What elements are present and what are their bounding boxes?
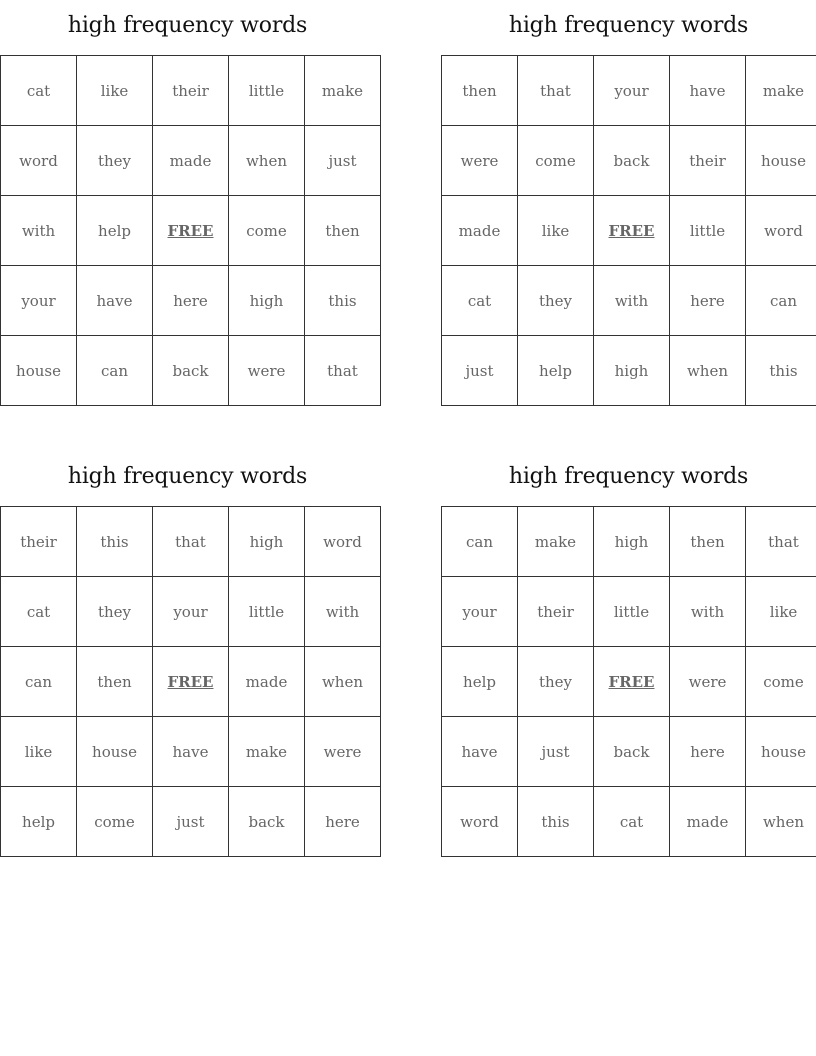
- bingo-grid: [0, 506, 381, 857]
- grid-row: [1, 787, 381, 857]
- grid-row: [1, 647, 381, 717]
- word-cell: make: [305, 56, 381, 126]
- word-cell: with: [305, 577, 381, 647]
- word-cell: high: [594, 507, 670, 577]
- free-space-cell: FREE: [153, 196, 229, 266]
- word-cell: here: [305, 787, 381, 857]
- word-cell: they: [77, 577, 153, 647]
- word-cell: little: [594, 577, 670, 647]
- grid-row: [442, 787, 816, 857]
- card-title: high frequency words: [508, 464, 749, 489]
- bingo-card-4: [441, 451, 816, 857]
- word-cell: just: [153, 787, 229, 857]
- word-cell: this: [77, 507, 153, 577]
- grid-row: [442, 507, 816, 577]
- grid-row: [442, 266, 816, 336]
- word-cell: can: [1, 647, 77, 717]
- bingo-grid: [0, 55, 381, 406]
- word-cell: like: [518, 196, 594, 266]
- word-cell: word: [305, 507, 381, 577]
- word-cell: help: [518, 336, 594, 406]
- word-cell: here: [153, 266, 229, 336]
- word-cell: their: [518, 577, 594, 647]
- word-cell: when: [229, 126, 305, 196]
- word-cell: here: [670, 266, 746, 336]
- word-cell: cat: [1, 56, 77, 126]
- word-cell: just: [305, 126, 381, 196]
- bingo-card-2: [441, 0, 816, 406]
- word-cell: your: [594, 56, 670, 126]
- word-cell: that: [518, 56, 594, 126]
- grid-row: [442, 56, 816, 126]
- word-cell: help: [77, 196, 153, 266]
- word-cell: that: [305, 336, 381, 406]
- word-cell: with: [594, 266, 670, 336]
- word-cell: with: [670, 577, 746, 647]
- grid-row: [1, 507, 381, 577]
- word-cell: with: [1, 196, 77, 266]
- word-cell: make: [229, 717, 305, 787]
- word-cell: help: [1, 787, 77, 857]
- word-cell: when: [746, 787, 816, 857]
- word-cell: word: [746, 196, 816, 266]
- bingo-card-1: [0, 0, 375, 406]
- word-cell: cat: [1, 577, 77, 647]
- word-cell: like: [746, 577, 816, 647]
- word-cell: cat: [442, 266, 518, 336]
- word-cell: come: [518, 126, 594, 196]
- word-cell: come: [77, 787, 153, 857]
- word-cell: were: [670, 647, 746, 717]
- word-cell: high: [229, 266, 305, 336]
- word-cell: that: [746, 507, 816, 577]
- word-cell: have: [670, 56, 746, 126]
- grid-row: [1, 266, 381, 336]
- word-cell: made: [442, 196, 518, 266]
- word-cell: come: [746, 647, 816, 717]
- word-cell: were: [229, 336, 305, 406]
- word-cell: then: [670, 507, 746, 577]
- card-title: high frequency words: [67, 13, 308, 38]
- word-cell: have: [77, 266, 153, 336]
- grid-row: [1, 126, 381, 196]
- word-cell: just: [442, 336, 518, 406]
- word-cell: here: [670, 717, 746, 787]
- word-cell: word: [442, 787, 518, 857]
- word-cell: back: [594, 717, 670, 787]
- word-cell: their: [153, 56, 229, 126]
- grid-row: [442, 196, 816, 266]
- word-cell: then: [305, 196, 381, 266]
- word-cell: they: [518, 266, 594, 336]
- bingo-card-3: [0, 451, 375, 857]
- word-cell: little: [670, 196, 746, 266]
- word-cell: made: [153, 126, 229, 196]
- grid-row: [442, 336, 816, 406]
- word-cell: your: [1, 266, 77, 336]
- word-cell: they: [77, 126, 153, 196]
- word-cell: high: [229, 507, 305, 577]
- word-cell: help: [442, 647, 518, 717]
- word-cell: like: [77, 56, 153, 126]
- grid-row: [1, 577, 381, 647]
- word-cell: can: [442, 507, 518, 577]
- word-cell: back: [229, 787, 305, 857]
- word-cell: can: [746, 266, 816, 336]
- word-cell: little: [229, 56, 305, 126]
- grid-row: [1, 56, 381, 126]
- word-cell: make: [746, 56, 816, 126]
- word-cell: house: [77, 717, 153, 787]
- free-space-cell: FREE: [153, 647, 229, 717]
- word-cell: made: [229, 647, 305, 717]
- word-cell: house: [746, 717, 816, 787]
- word-cell: like: [1, 717, 77, 787]
- word-cell: this: [746, 336, 816, 406]
- word-cell: when: [670, 336, 746, 406]
- free-space-cell: FREE: [594, 647, 670, 717]
- grid-row: [442, 126, 816, 196]
- word-cell: then: [442, 56, 518, 126]
- word-cell: can: [77, 336, 153, 406]
- word-cell: word: [1, 126, 77, 196]
- word-cell: have: [153, 717, 229, 787]
- word-cell: their: [670, 126, 746, 196]
- bingo-grid: [441, 506, 816, 857]
- grid-row: [442, 717, 816, 787]
- word-cell: high: [594, 336, 670, 406]
- grid-row: [1, 336, 381, 406]
- card-title: high frequency words: [67, 464, 308, 489]
- word-cell: that: [153, 507, 229, 577]
- grid-row: [1, 717, 381, 787]
- card-title: high frequency words: [508, 13, 749, 38]
- word-cell: made: [670, 787, 746, 857]
- free-space-cell: FREE: [594, 196, 670, 266]
- word-cell: when: [305, 647, 381, 717]
- word-cell: house: [1, 336, 77, 406]
- word-cell: were: [305, 717, 381, 787]
- word-cell: this: [518, 787, 594, 857]
- grid-row: [442, 647, 816, 717]
- word-cell: cat: [594, 787, 670, 857]
- word-cell: come: [229, 196, 305, 266]
- word-cell: your: [442, 577, 518, 647]
- word-cell: back: [153, 336, 229, 406]
- word-cell: make: [518, 507, 594, 577]
- word-cell: this: [305, 266, 381, 336]
- word-cell: your: [153, 577, 229, 647]
- word-cell: were: [442, 126, 518, 196]
- bingo-grid: [441, 55, 816, 406]
- word-cell: house: [746, 126, 816, 196]
- word-cell: then: [77, 647, 153, 717]
- word-cell: back: [594, 126, 670, 196]
- grid-row: [1, 196, 381, 266]
- word-cell: just: [518, 717, 594, 787]
- grid-row: [442, 577, 816, 647]
- word-cell: have: [442, 717, 518, 787]
- word-cell: little: [229, 577, 305, 647]
- word-cell: their: [1, 507, 77, 577]
- word-cell: they: [518, 647, 594, 717]
